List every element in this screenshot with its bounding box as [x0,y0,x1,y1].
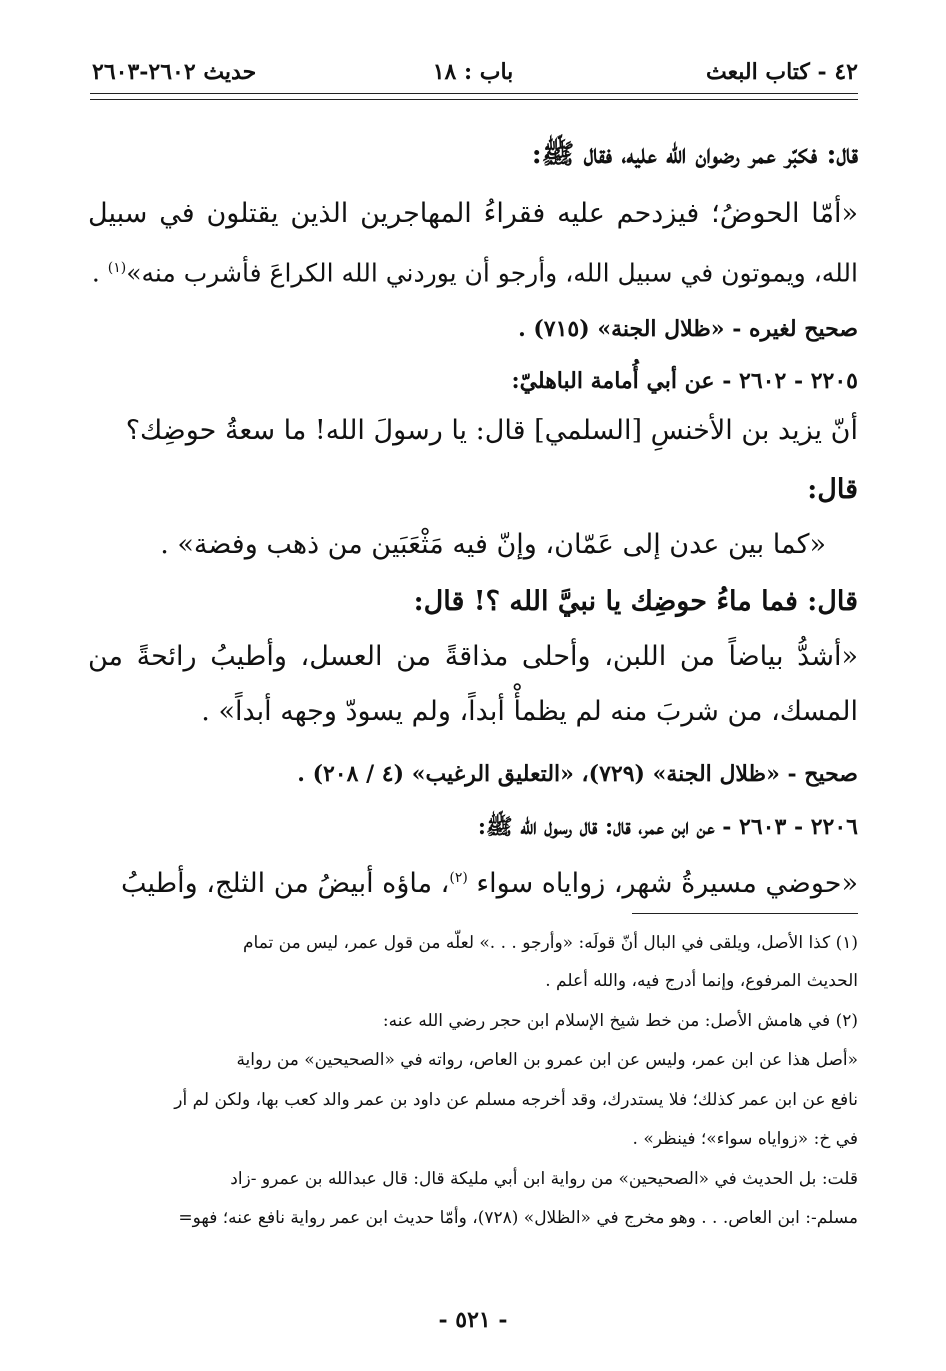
footnote-2-line-4: في خ: «زواياه سواء»؛ فينظر» . [632,1129,858,1149]
text-line-3-body: الله، ويموتون في سبيل الله، وأرجو أن يوردني الله الكراعَ فأشرب منه» [126,258,858,288]
text-line-3-end: . [91,258,100,288]
running-header-hadith-range: حديث ٢٦٠٢-٢٦٠٣ [92,59,257,85]
text-line-3 [88,248,858,293]
footnote-2-line-5: قلت: بل الحديث في «الصحيحين» من رواية ابن أبي مليكة قال: قال عبدالله بن عمرو -زاد [230,1169,858,1189]
text-line-14 [88,858,858,904]
footnote-separator [632,913,858,914]
hadith-heading-2206: ٢٢٠٦ - ٢٦٠٣ - عن ابن عمر، قال: قال رسول الله ﷺ: [477,814,858,840]
header-rule-bottom [90,99,858,100]
hadith-heading-2205: ٢٢٠٥ - ٢٦٠٢ - عن أبي أُمامة الباهليّ: [511,368,858,394]
footnote-2-line-3: نافع عن ابن عمر كذلك؛ فلا يستدرك، وقد أخرجه مسلم عن داود بن عمر والد كعب بها، ولكن لم أر [174,1090,858,1110]
footnote-2-line-1: (٢) في هامش الأصل: من خط شيخ الإسلام ابن حجر رضي الله عنه: [382,1011,858,1031]
grading-line-1: صحيح لغيره - «ظلال الجنة» (٧١٥) . [518,316,858,342]
text-line-1: قال: فكبّر عمر رضوان الله عليه، فقال ﷺ: [531,139,858,170]
text-line-11: المسك، من شربَ منه لم يظمأْ أبداً، ولم يسودّ وجهه أبداً» . [201,696,858,727]
text-line-9: قال: فما ماءُ حوضِك يا نبيَّ الله ؟! قال: [413,586,858,617]
footnote-ref-1: (١) [107,260,127,276]
text-line-14-b: ، ماؤه أبيضُ من الثلج، وأطيبُ [120,868,450,899]
footnote-1-line-1: (١) كذا الأصل، ويلقى في البال أنّ قولَه: «وأرجو . . .» لعلّه من قول عمر، ليس من تمام [243,933,858,953]
running-header-book-title: ٤٢ - كتاب البعث [706,59,858,85]
text-line-8: «كما بين عدن إلى عَمّان، وإنّ فيه مَثْعَبَين من ذهب وفضة» . [160,529,826,560]
footnote-1-line-2: الحديث المرفوع، وإنما أدرج فيه، والله أعلم . [545,971,858,991]
text-line-14-a: «حوضي مسيرةُ شهر، زواياه سواء [476,868,858,899]
text-line-10: «أشدُّ بياضاً من اللبن، وأحلى مذاقةً من العسل، وأطيبُ رائحةً من [88,641,858,672]
text-line-7: قال: [807,474,858,505]
page-number: - ٥٢١ - [438,1307,508,1333]
text-line-6: أنّ يزيد بن الأخنسِ [السلمي] قال: يا رسولَ الله! ما سعةُ حوضِك؟ [125,415,858,446]
footnote-2-line-6: مسلم-: ابن العاص. . . وهو مخرج في «الظلال» (٧٢٨)، وأمّا حديث ابن عمر رواية نافع عنه؛ فهو= [178,1208,858,1228]
text-line-2: «أمّا الحوضُ؛ فيزدحم عليه فقراءُ المهاجرين الذين يقتلون في سبيل [88,198,858,229]
footnote-2-line-2: «أصل هذا عن ابن عمر، وليس عن ابن عمرو بن العاص، رواته في «الصحيحين» من رواية [236,1050,858,1070]
grading-line-2: صحيح - «ظلال الجنة» (٧٢٩)، «التعليق الرغيب» (٤ / ٢٠٨) . [297,761,858,787]
footnote-ref-2: (٢) [449,870,468,886]
header-rule-top [90,93,858,94]
running-header-chapter: باب : ١٨ [432,59,514,85]
